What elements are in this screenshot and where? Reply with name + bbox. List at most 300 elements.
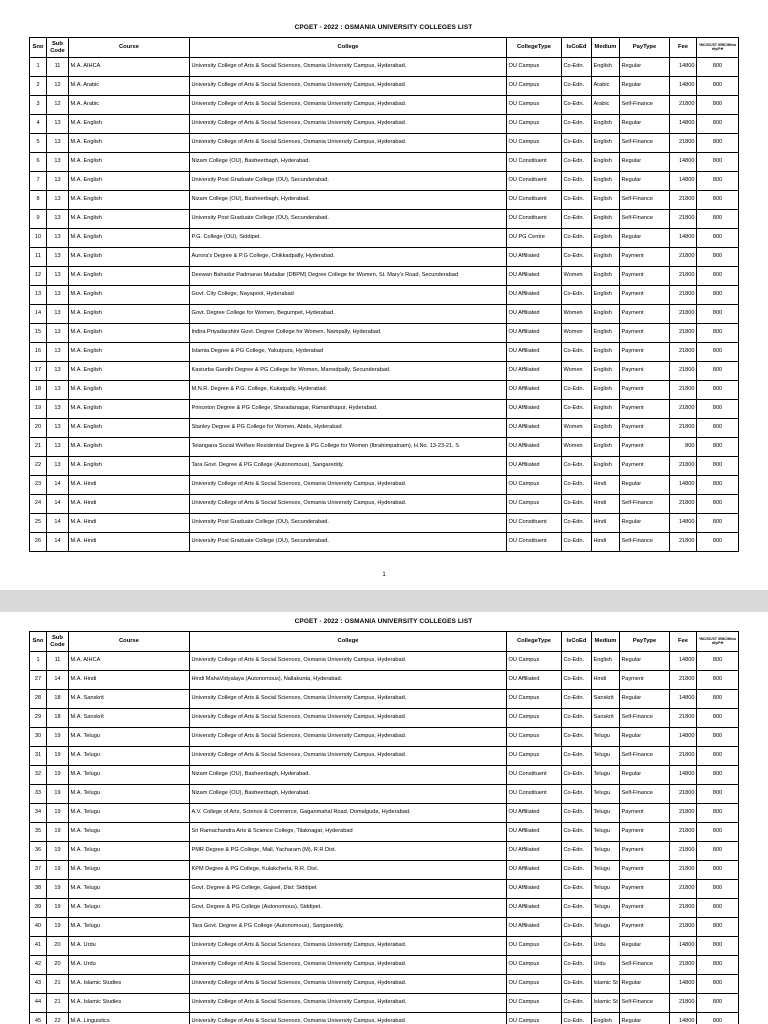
cell-medium: Telugu (592, 766, 620, 785)
cell-sub-code: 18 (47, 690, 69, 709)
cell-sub-code: 13 (47, 248, 69, 267)
cell-course: M.A. Telugu (69, 747, 190, 766)
cell-sub-code: 13 (47, 400, 69, 419)
cell-sub-code: 19 (47, 804, 69, 823)
cell-college-type: OU Campus (507, 690, 562, 709)
cell-fee: 21800 (670, 842, 697, 861)
cell-iscoed: Co-Edn. (562, 671, 592, 690)
cell-sub-code: 13 (47, 267, 69, 286)
cell-medium: Telugu (592, 861, 620, 880)
cell-sub-code: 19 (47, 880, 69, 899)
cell-sno: 20 (30, 419, 47, 438)
cell-sub-code: 13 (47, 229, 69, 248)
cell-fee: 21800 (670, 785, 697, 804)
header-paytype: PayType (620, 632, 670, 652)
cell-concession-fee: 800 (697, 690, 739, 709)
cell-fee: 21800 (670, 861, 697, 880)
cell-college-type: OU Constituent (507, 533, 562, 552)
cell-iscoed: Co-Edn. (562, 804, 592, 823)
cell-medium: Hindi (592, 476, 620, 495)
table-row (30, 476, 739, 495)
cell-college-type: OU Campus (507, 476, 562, 495)
cell-iscoed: Women (562, 419, 592, 438)
cell-fee: 21800 (670, 96, 697, 115)
cell-sub-code: 12 (47, 77, 69, 96)
cell-fee: 21800 (670, 210, 697, 229)
header-iscoed: IsCoEd (562, 38, 592, 58)
cell-fee: 21800 (670, 956, 697, 975)
cell-paytype: Payment (620, 671, 670, 690)
cell-college: University Post Graduate College (OU), Secunderabad. (190, 533, 507, 552)
cell-college-type: OU Affiliated (507, 305, 562, 324)
cell-concession-fee: 800 (697, 58, 739, 77)
table-row (30, 823, 739, 842)
cell-medium: Hindi (592, 514, 620, 533)
cell-fee: 21800 (670, 343, 697, 362)
cell-sno: 24 (30, 495, 47, 514)
cell-concession-fee: 800 (697, 671, 739, 690)
cell-concession-fee: 800 (697, 248, 739, 267)
cell-college: University College of Arts & Social Sciences, Osmania University Campus, Hyderabad. (190, 134, 507, 153)
cell-paytype: Self-Finance (620, 747, 670, 766)
cell-concession-fee: 800 (697, 1013, 739, 1024)
header-college: College (190, 38, 507, 58)
cell-fee: 21800 (670, 457, 697, 476)
cell-course: M.A. English (69, 400, 190, 419)
cell-concession-fee: 800 (697, 343, 739, 362)
cell-sno: 8 (30, 191, 47, 210)
cell-fee: 14800 (670, 476, 697, 495)
table-row (30, 975, 739, 994)
cell-course: M.A. Telugu (69, 804, 190, 823)
cell-paytype: Self-Finance (620, 96, 670, 115)
table-row (30, 994, 739, 1013)
cell-sub-code: 13 (47, 305, 69, 324)
cell-college-type: OU Constituent (507, 785, 562, 804)
cell-college-type: OU PG Centre (507, 229, 562, 248)
cell-medium: Telugu (592, 918, 620, 937)
cell-concession-fee: 800 (697, 861, 739, 880)
table-row (30, 58, 739, 77)
cell-medium: Telugu (592, 842, 620, 861)
cell-college: University College of Arts & Social Sciences, Osmania University Campus, Hyderabad. (190, 115, 507, 134)
cell-paytype: Regular (620, 975, 670, 994)
cell-course: M.A. Hindi (69, 533, 190, 552)
cell-course: M.A. Telugu (69, 728, 190, 747)
cell-sub-code: 13 (47, 134, 69, 153)
document-page-2 (0, 612, 768, 1024)
cell-paytype: Self-Finance (620, 785, 670, 804)
cell-medium: English (592, 381, 620, 400)
cell-college: University College of Arts & Social Sciences, Osmania University Campus, Hyderabad. (190, 709, 507, 728)
cell-concession-fee: 800 (697, 381, 739, 400)
cell-college: Telangana Social Welfare Residential Degree & PG College for Women (Ibrahimpatnam), H.No. 13-23-21, S (190, 438, 507, 457)
table-header-row (30, 38, 739, 58)
cell-paytype: Payment (620, 248, 670, 267)
cell-concession-fee: 800 (697, 153, 739, 172)
header-medium: Medium (592, 632, 620, 652)
cell-fee: 21800 (670, 286, 697, 305)
cell-sno: 44 (30, 994, 47, 1013)
cell-iscoed: Co-Edn. (562, 514, 592, 533)
cell-paytype: Payment (620, 457, 670, 476)
table-row (30, 324, 739, 343)
cell-college: M.N.R. Degree & P.G. College, Kukatpally, Hyderabad. (190, 381, 507, 400)
cell-paytype: Regular (620, 514, 670, 533)
cell-medium: English (592, 362, 620, 381)
cell-college: P.G. College (OU), Siddipet. (190, 229, 507, 248)
cell-paytype: Payment (620, 343, 670, 362)
table-row (30, 77, 739, 96)
cell-fee: 21800 (670, 899, 697, 918)
table-row (30, 956, 739, 975)
cell-iscoed: Co-Edn. (562, 880, 592, 899)
cell-medium: English (592, 286, 620, 305)
table-row (30, 937, 739, 956)
cell-college: Govt. City College, Nayapool, Hyderabad (190, 286, 507, 305)
cell-fee: 21800 (670, 918, 697, 937)
cell-course: M.A. Urdu (69, 956, 190, 975)
cell-paytype: Payment (620, 918, 670, 937)
cell-course: M.A. English (69, 191, 190, 210)
cell-sno: 5 (30, 134, 47, 153)
cell-iscoed: Co-Edn. (562, 690, 592, 709)
cell-paytype: Payment (620, 861, 670, 880)
cell-fee: 14800 (670, 514, 697, 533)
cell-course: M.A. English (69, 457, 190, 476)
cell-college-type: OU Affiliated (507, 861, 562, 880)
cell-medium: English (592, 210, 620, 229)
cell-iscoed: Co-Edn. (562, 937, 592, 956)
cell-paytype: Regular (620, 766, 670, 785)
table-body (30, 58, 739, 552)
cell-concession-fee: 800 (697, 134, 739, 153)
cell-sno: 10 (30, 229, 47, 248)
cell-college: Nizam College (OU), Basheerbagh, Hyderabad. (190, 785, 507, 804)
cell-medium: Telugu (592, 804, 620, 823)
cell-concession-fee: 800 (697, 267, 739, 286)
cell-paytype: Payment (620, 362, 670, 381)
table-row (30, 381, 739, 400)
cell-concession-fee: 800 (697, 115, 739, 134)
header-paytype: PayType (620, 38, 670, 58)
page-title: CPGET - 2022 : OSMANIA UNIVERSITY COLLEGES LIST (294, 618, 473, 625)
cell-college: Princeton Degree & PG College, Sharadanagar, Ramanthapur, Hyderabad. (190, 400, 507, 419)
cell-concession-fee: 800 (697, 514, 739, 533)
cell-iscoed: Co-Edn. (562, 248, 592, 267)
table-row (30, 728, 739, 747)
header-concession-fee: *BC/SC/ST /EBC/Mino rity/PH (697, 38, 739, 58)
cell-iscoed: Co-Edn. (562, 899, 592, 918)
cell-medium: English (592, 191, 620, 210)
table-row (30, 690, 739, 709)
cell-sub-code: 11 (47, 652, 69, 671)
cell-paytype: Payment (620, 381, 670, 400)
cell-medium: English (592, 153, 620, 172)
cell-paytype: Self-Finance (620, 210, 670, 229)
cell-college-type: OU Affiliated (507, 381, 562, 400)
cell-sno: 27 (30, 671, 47, 690)
cell-college-type: OU Campus (507, 709, 562, 728)
cell-sub-code: 19 (47, 747, 69, 766)
cell-course: M.A. English (69, 362, 190, 381)
cell-college-type: OU Constituent (507, 153, 562, 172)
table-row (30, 804, 739, 823)
cell-concession-fee: 800 (697, 457, 739, 476)
cell-sno: 21 (30, 438, 47, 457)
header-medium: Medium (592, 38, 620, 58)
cell-sno: 33 (30, 785, 47, 804)
cell-concession-fee: 800 (697, 823, 739, 842)
cell-medium: English (592, 400, 620, 419)
cell-iscoed: Co-Edn. (562, 495, 592, 514)
cell-college-type: OU Campus (507, 134, 562, 153)
cell-paytype: Payment (620, 880, 670, 899)
cell-college-type: OU Campus (507, 96, 562, 115)
cell-medium: Telugu (592, 785, 620, 804)
cell-iscoed: Co-Edn. (562, 96, 592, 115)
cell-sno: 11 (30, 248, 47, 267)
cell-college: PMR Degree & PG College, Mall, Yacharam (M), R.R Dist. (190, 842, 507, 861)
cell-iscoed: Co-Edn. (562, 747, 592, 766)
cell-medium: English (592, 134, 620, 153)
page-title: CPGET - 2022 : OSMANIA UNIVERSITY COLLEGES LIST (294, 24, 473, 31)
cell-paytype: Regular (620, 229, 670, 248)
cell-college-type: OU Affiliated (507, 918, 562, 937)
cell-concession-fee: 800 (697, 899, 739, 918)
cell-sub-code: 13 (47, 324, 69, 343)
cell-concession-fee: 800 (697, 286, 739, 305)
table-row (30, 533, 739, 552)
cell-sno: 37 (30, 861, 47, 880)
cell-sno: 43 (30, 975, 47, 994)
table-row (30, 305, 739, 324)
cell-paytype: Regular (620, 728, 670, 747)
cell-college: Islamia Degree & PG College, Yakutpura, Hyderabad (190, 343, 507, 362)
cell-college-type: OU Affiliated (507, 804, 562, 823)
cell-college-type: OU Campus (507, 994, 562, 1013)
cell-iscoed: Co-Edn. (562, 210, 592, 229)
cell-paytype: Payment (620, 419, 670, 438)
cell-sno: 9 (30, 210, 47, 229)
cell-course: M.A. Telugu (69, 918, 190, 937)
page-number: 1 (382, 572, 386, 578)
cell-course: M.A. Telugu (69, 861, 190, 880)
cell-fee: 21800 (670, 709, 697, 728)
colleges-table (29, 631, 739, 1024)
cell-college: University College of Arts & Social Sciences, Osmania University Campus, Hyderabad. (190, 652, 507, 671)
cell-medium: Telugu (592, 728, 620, 747)
cell-college-type: OU Affiliated (507, 880, 562, 899)
header-fee: Fee (670, 38, 697, 58)
cell-college-type: OU Affiliated (507, 823, 562, 842)
cell-college: Deewan Bahadur Padmarao Mudaliar (DBPM) Degree College for Women, St. Mary's Road, Secunderabad (190, 267, 507, 286)
cell-medium: Telugu (592, 747, 620, 766)
cell-sno: 30 (30, 728, 47, 747)
table-row (30, 652, 739, 671)
cell-iscoed: Co-Edn. (562, 918, 592, 937)
cell-fee: 14800 (670, 77, 697, 96)
cell-medium: Islamic St (592, 994, 620, 1013)
cell-fee: 21800 (670, 994, 697, 1013)
cell-iscoed: Co-Edn. (562, 77, 592, 96)
header-sno: Sno (30, 38, 47, 58)
table-row (30, 457, 739, 476)
cell-college: Tara Govt. Degree & PG College (Autonomous), Sangareddy. (190, 918, 507, 937)
cell-college-type: OU Campus (507, 115, 562, 134)
cell-medium: Islamic St (592, 975, 620, 994)
cell-medium: English (592, 305, 620, 324)
cell-fee: 21800 (670, 324, 697, 343)
cell-sno: 7 (30, 172, 47, 191)
cell-iscoed: Co-Edn. (562, 191, 592, 210)
header-sub-code: Sub Code (47, 38, 69, 58)
cell-course: M.A. AIHCA (69, 652, 190, 671)
cell-fee: 14800 (670, 172, 697, 191)
table-row (30, 134, 739, 153)
cell-college: A.V. College of Arts, Science & Commerce, Gaganmahal Road, Domalguda, Hyderabad. (190, 804, 507, 823)
cell-college-type: OU Campus (507, 58, 562, 77)
cell-fee: 21800 (670, 880, 697, 899)
cell-fee: 21800 (670, 823, 697, 842)
cell-sub-code: 13 (47, 153, 69, 172)
cell-concession-fee: 800 (697, 709, 739, 728)
cell-medium: Hindi (592, 533, 620, 552)
cell-fee: 21800 (670, 267, 697, 286)
cell-course: M.A. English (69, 381, 190, 400)
cell-paytype: Regular (620, 172, 670, 191)
cell-iscoed: Co-Edn. (562, 728, 592, 747)
cell-medium: English (592, 652, 620, 671)
cell-sub-code: 13 (47, 457, 69, 476)
cell-paytype: Regular (620, 690, 670, 709)
cell-college-type: OU Campus (507, 975, 562, 994)
cell-sub-code: 14 (47, 533, 69, 552)
cell-sub-code: 20 (47, 956, 69, 975)
cell-course: M.A. Islamic Studies (69, 975, 190, 994)
header-sub-code: Sub Code (47, 632, 69, 652)
table-body (30, 652, 739, 1024)
cell-college-type: OU Constituent (507, 514, 562, 533)
cell-fee: 14800 (670, 1013, 697, 1024)
cell-sno: 1 (30, 652, 47, 671)
cell-college-type: OU Affiliated (507, 899, 562, 918)
cell-college-type: OU Affiliated (507, 362, 562, 381)
table-row (30, 766, 739, 785)
cell-medium: Sanskrit (592, 709, 620, 728)
cell-sno: 25 (30, 514, 47, 533)
cell-course: M.A. Hindi (69, 514, 190, 533)
cell-course: M.A. Hindi (69, 495, 190, 514)
cell-fee: 14800 (670, 728, 697, 747)
cell-course: M.A. Telugu (69, 899, 190, 918)
cell-sno: 18 (30, 381, 47, 400)
cell-fee: 14800 (670, 975, 697, 994)
cell-concession-fee: 800 (697, 96, 739, 115)
cell-medium: English (592, 438, 620, 457)
cell-college: University College of Arts & Social Sciences, Osmania University Campus, Hyderabad. (190, 728, 507, 747)
cell-college-type: OU Affiliated (507, 419, 562, 438)
cell-medium: English (592, 172, 620, 191)
cell-sno: 26 (30, 533, 47, 552)
cell-sub-code: 13 (47, 419, 69, 438)
header-sno: Sno (30, 632, 47, 652)
cell-sub-code: 13 (47, 210, 69, 229)
cell-iscoed: Co-Edn. (562, 153, 592, 172)
cell-paytype: Self-Finance (620, 994, 670, 1013)
cell-concession-fee: 800 (697, 438, 739, 457)
cell-fee: 21800 (670, 305, 697, 324)
cell-fee: 21800 (670, 191, 697, 210)
cell-fee: 14800 (670, 766, 697, 785)
table-row (30, 671, 739, 690)
cell-sub-code: 14 (47, 495, 69, 514)
cell-iscoed: Co-Edn. (562, 343, 592, 362)
cell-college: University Post Graduate College (OU), Secunderabad. (190, 172, 507, 191)
cell-college: Nizam College (OU), Basheerbagh, Hyderabad. (190, 191, 507, 210)
cell-college: University College of Arts & Social Sciences, Osmania University Campus, Hyderabad. (190, 77, 507, 96)
table-row (30, 400, 739, 419)
cell-sno: 19 (30, 400, 47, 419)
header-concession-fee: *BC/SC/ST /EBC/Mino rity/PH (697, 632, 739, 652)
table-row (30, 362, 739, 381)
cell-sub-code: 13 (47, 362, 69, 381)
cell-paytype: Regular (620, 153, 670, 172)
cell-college: University Post Graduate College (OU), Secunderabad. (190, 514, 507, 533)
cell-concession-fee: 800 (697, 652, 739, 671)
cell-fee: 21800 (670, 804, 697, 823)
cell-college-type: OU Affiliated (507, 248, 562, 267)
cell-sub-code: 14 (47, 671, 69, 690)
table-row (30, 1013, 739, 1024)
cell-fee: 14800 (670, 153, 697, 172)
table-row (30, 438, 739, 457)
cell-course: M.A. English (69, 343, 190, 362)
cell-course: M.A. Telugu (69, 785, 190, 804)
cell-concession-fee: 800 (697, 400, 739, 419)
cell-college: University College of Arts & Social Sciences, Osmania University Campus, Hyderabad. (190, 495, 507, 514)
cell-iscoed: Co-Edn. (562, 956, 592, 975)
cell-college-type: OU Constituent (507, 191, 562, 210)
header-college-type: CollegeType (507, 38, 562, 58)
table-row (30, 191, 739, 210)
cell-sno: 31 (30, 747, 47, 766)
cell-concession-fee: 800 (697, 937, 739, 956)
cell-sub-code: 19 (47, 899, 69, 918)
cell-fee: 21800 (670, 671, 697, 690)
cell-iscoed: Co-Edn. (562, 709, 592, 728)
table-row (30, 96, 739, 115)
cell-sno: 29 (30, 709, 47, 728)
table-row (30, 918, 739, 937)
cell-sub-code: 22 (47, 1013, 69, 1024)
cell-paytype: Self-Finance (620, 956, 670, 975)
cell-concession-fee: 800 (697, 476, 739, 495)
table-row (30, 785, 739, 804)
cell-sub-code: 12 (47, 96, 69, 115)
cell-sno: 3 (30, 96, 47, 115)
table-row (30, 286, 739, 305)
cell-course: M.A. Arabic (69, 77, 190, 96)
cell-course: M.A. Urdu (69, 937, 190, 956)
cell-medium: Hindi (592, 495, 620, 514)
cell-sub-code: 18 (47, 709, 69, 728)
cell-college-type: OU Campus (507, 652, 562, 671)
cell-sno: 1 (30, 58, 47, 77)
cell-paytype: Regular (620, 58, 670, 77)
cell-sub-code: 13 (47, 286, 69, 305)
cell-iscoed: Co-Edn. (562, 994, 592, 1013)
